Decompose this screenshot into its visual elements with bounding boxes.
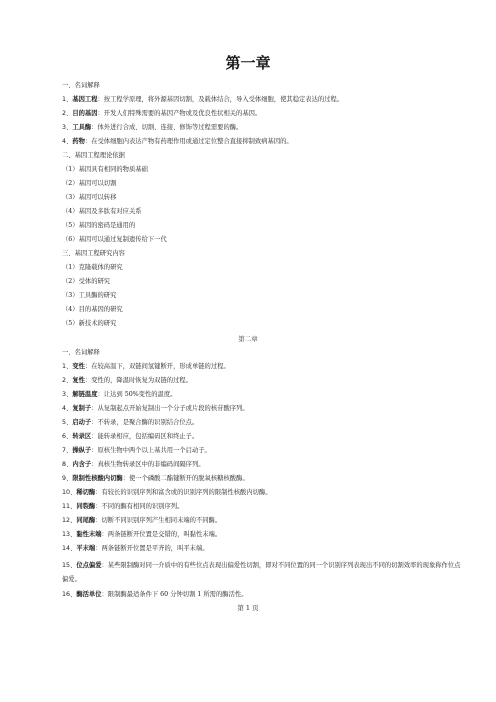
- list-item: （3）工具酶的研究: [62, 292, 117, 299]
- definition-item: 15、位点偏爱：某些限制酶对同一介质中的有些位点表现出偏爱性切割，即对不同位置的同一个识别序列表现出不同的切割效率的现象称作位点偏爱。: [62, 562, 461, 583]
- list-item: （5）基因的密码是通用的: [62, 222, 136, 229]
- definition-item: 5、启动子：不转录，是聚合酶的识别结合位点。: [62, 419, 199, 426]
- definition-item: 2、复性：变性的，降温时恢复为双链的过程。: [62, 377, 192, 384]
- list-item: （5）新技术的研究: [62, 320, 117, 327]
- definition-item: 4、药物：在受体细胞内表达产物有药理作用或通过定位整合直接抑制致病基因的。: [62, 138, 293, 145]
- definition-item: 3、解链温度：让达到 50%变性的温度。: [62, 391, 177, 398]
- chapter-2-title: 第二章: [238, 335, 258, 343]
- definition-item: 13、黏性末端：两条链断开位置是交错的，叫黏性末端。: [62, 531, 222, 538]
- list-item: （3）基因可以转移: [62, 194, 117, 201]
- list-item: （1）克隆载体的研究: [62, 264, 123, 271]
- list-item: （6）基因可以通过复制遗传给下一代: [62, 236, 167, 243]
- definition-item: 1、变性：在较高温下，双链间氢键断开，形成单链的过程。: [62, 363, 230, 370]
- list-item: （1）基因具有相同的物质基础: [62, 166, 148, 173]
- definition-item: 1、基因工程：按工程学原理，将外源基因切割，及载体结合，导入受体细胞，使其稳定表达的过程。: [62, 96, 344, 103]
- definition-item: 2、目的基因：开发人们特殊需要的基因产物或及优良性状相关的基因。: [62, 110, 262, 117]
- definition-item: 10、稀切酶：有较长的识别序列和富含或的识别序列的限制性核酸内切酶。: [62, 489, 272, 496]
- definition-item: 3、工具酶：体外进行合成、切割、连接、修饰等过程需要的酶。: [62, 124, 243, 131]
- list-item: （2）受体的研究: [62, 278, 111, 285]
- list-item: （4）基因及多肽有对应关系: [62, 208, 142, 215]
- definition-item: 9、限制性核酸内切酶：使一个磷酸二酯键断开的脱氧核糖核酸酶。: [62, 475, 249, 482]
- definition-item: 4、复制子：从复制起点开始复制出一个分子或片段的核苷酸序列。: [62, 405, 249, 412]
- definition-item: 14、平末端：两条链断开位置是平齐的，叫平末端。: [62, 545, 209, 552]
- section-heading: 一、名词解释: [62, 82, 100, 89]
- section-heading: 二、基因工程理论依据: [62, 152, 125, 159]
- definition-item: 6、转录区：能转录相应，包括编码区和终止子。: [62, 433, 199, 440]
- chapter-1-title: 第一章: [225, 54, 271, 72]
- definition-item: 7、操纵子：原核生物中两个以上基共用一个启动子。: [62, 447, 211, 454]
- definition-item: 16、酶活单位：限制酶最适条件下 60 分钟切割 1 所需的酶活性。: [62, 591, 248, 598]
- section-heading: 一、名词解释: [62, 349, 100, 356]
- list-item: （2）基因可以切割: [62, 180, 117, 187]
- definition-item: 12、同尾酶：切断不同识别序列产生相同末端的不同酶。: [62, 517, 222, 524]
- definition-item: 11、同裂酶：不同的酶有相同的识别序列。: [62, 503, 184, 510]
- page-number: 第 1 页: [237, 604, 259, 612]
- section-heading: 三、基因工程研究内容: [62, 250, 125, 257]
- definition-item: 8、内含子：真核生物转录区中的非编码间隔序列。: [62, 461, 205, 468]
- list-item: （4）目的基因的研究: [62, 306, 123, 313]
